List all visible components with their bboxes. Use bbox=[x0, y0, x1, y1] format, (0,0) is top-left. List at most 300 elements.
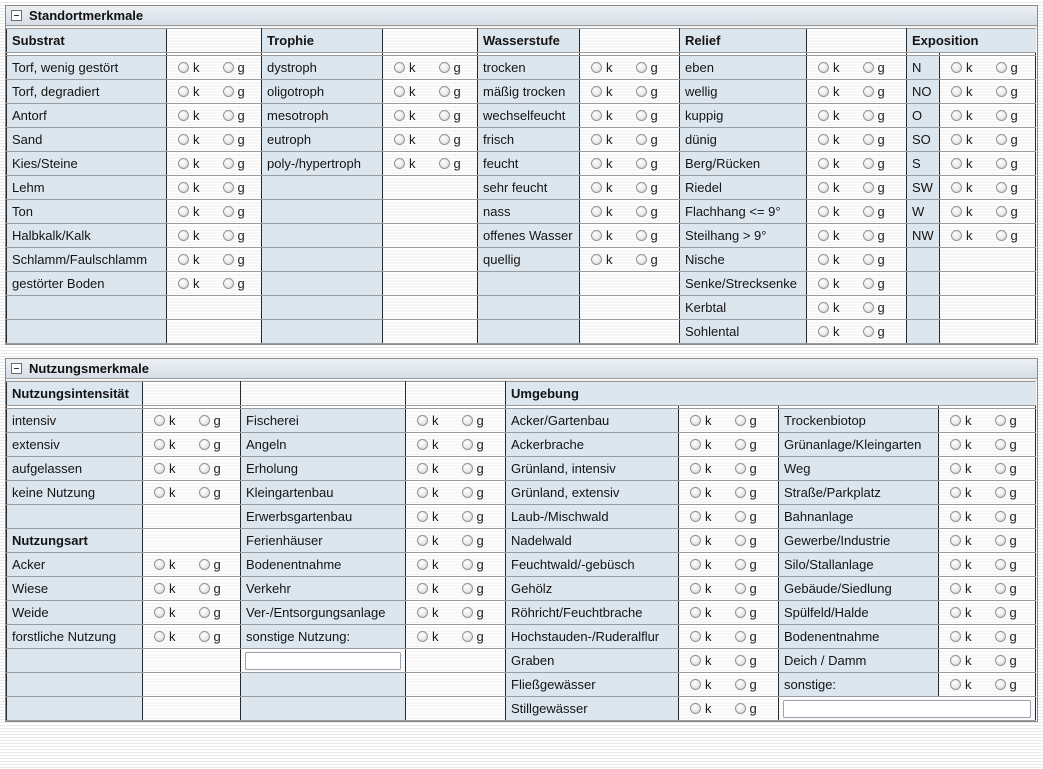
radio-k-icon[interactable] bbox=[154, 607, 165, 618]
radio-k[interactable] bbox=[818, 84, 840, 99]
radio-k[interactable] bbox=[394, 84, 416, 99]
radio-g[interactable] bbox=[735, 629, 757, 644]
radio-k-icon[interactable] bbox=[950, 607, 961, 618]
radio-k-icon[interactable] bbox=[690, 487, 701, 498]
radio-k[interactable] bbox=[591, 156, 613, 171]
radio-k[interactable] bbox=[690, 557, 712, 572]
radio-k[interactable] bbox=[417, 509, 439, 524]
radio-k-icon[interactable] bbox=[417, 631, 428, 642]
radio-g[interactable] bbox=[995, 413, 1017, 428]
radio-g-icon[interactable] bbox=[735, 679, 746, 690]
radio-k[interactable] bbox=[591, 60, 613, 75]
radio-g-icon[interactable] bbox=[636, 206, 647, 217]
radio-k-icon[interactable] bbox=[690, 655, 701, 666]
radio-k-icon[interactable] bbox=[591, 206, 602, 217]
radio-g-icon[interactable] bbox=[995, 487, 1006, 498]
radio-g-icon[interactable] bbox=[462, 415, 473, 426]
radio-k[interactable] bbox=[154, 437, 176, 452]
radio-k[interactable] bbox=[950, 437, 972, 452]
radio-g-icon[interactable] bbox=[996, 206, 1007, 217]
radio-k-icon[interactable] bbox=[591, 158, 602, 169]
radio-g[interactable] bbox=[863, 108, 885, 123]
radio-g-icon[interactable] bbox=[223, 230, 234, 241]
radio-g-icon[interactable] bbox=[863, 86, 874, 97]
radio-k[interactable] bbox=[394, 108, 416, 123]
radio-k[interactable] bbox=[950, 485, 972, 500]
radio-k[interactable] bbox=[591, 204, 613, 219]
radio-g[interactable] bbox=[439, 108, 461, 123]
radio-k[interactable] bbox=[818, 156, 840, 171]
radio-k-icon[interactable] bbox=[591, 62, 602, 73]
radio-k[interactable] bbox=[951, 132, 973, 147]
radio-k-icon[interactable] bbox=[394, 62, 405, 73]
radio-g[interactable] bbox=[995, 581, 1017, 596]
radio-k[interactable] bbox=[951, 84, 973, 99]
radio-g[interactable] bbox=[996, 204, 1018, 219]
radio-k-icon[interactable] bbox=[417, 463, 428, 474]
radio-k-icon[interactable] bbox=[394, 158, 405, 169]
radio-g[interactable] bbox=[439, 156, 461, 171]
radio-g-icon[interactable] bbox=[863, 110, 874, 121]
radio-g-icon[interactable] bbox=[199, 559, 210, 570]
radio-g[interactable] bbox=[863, 300, 885, 315]
radio-g[interactable] bbox=[995, 509, 1017, 524]
radio-g-icon[interactable] bbox=[636, 134, 647, 145]
radio-k[interactable] bbox=[690, 629, 712, 644]
radio-g-icon[interactable] bbox=[462, 535, 473, 546]
radio-g-icon[interactable] bbox=[223, 86, 234, 97]
radio-k-icon[interactable] bbox=[690, 583, 701, 594]
radio-k-icon[interactable] bbox=[591, 86, 602, 97]
radio-k-icon[interactable] bbox=[417, 607, 428, 618]
radio-g-icon[interactable] bbox=[439, 110, 450, 121]
radio-k[interactable] bbox=[178, 204, 200, 219]
radio-g[interactable] bbox=[199, 413, 221, 428]
radio-g-icon[interactable] bbox=[996, 158, 1007, 169]
radio-k-icon[interactable] bbox=[394, 86, 405, 97]
radio-g[interactable] bbox=[636, 108, 658, 123]
radio-g-icon[interactable] bbox=[735, 703, 746, 714]
radio-k-icon[interactable] bbox=[178, 230, 189, 241]
radio-k-icon[interactable] bbox=[950, 487, 961, 498]
radio-k[interactable] bbox=[690, 437, 712, 452]
radio-k-icon[interactable] bbox=[591, 110, 602, 121]
radio-g-icon[interactable] bbox=[863, 206, 874, 217]
radio-k-icon[interactable] bbox=[950, 583, 961, 594]
radio-k[interactable] bbox=[417, 629, 439, 644]
radio-k[interactable] bbox=[818, 324, 840, 339]
radio-k-icon[interactable] bbox=[178, 62, 189, 73]
radio-k[interactable] bbox=[178, 132, 200, 147]
radio-g[interactable] bbox=[863, 132, 885, 147]
sonstige-umgebung-input[interactable] bbox=[783, 700, 1031, 718]
radio-k-icon[interactable] bbox=[690, 631, 701, 642]
radio-k-icon[interactable] bbox=[818, 206, 829, 217]
radio-g-icon[interactable] bbox=[735, 583, 746, 594]
radio-g[interactable] bbox=[199, 485, 221, 500]
radio-k-icon[interactable] bbox=[818, 182, 829, 193]
radio-k-icon[interactable] bbox=[690, 439, 701, 450]
radio-g-icon[interactable] bbox=[199, 439, 210, 450]
radio-k[interactable] bbox=[394, 156, 416, 171]
radio-g[interactable] bbox=[995, 629, 1017, 644]
radio-g[interactable] bbox=[996, 132, 1018, 147]
radio-k[interactable] bbox=[591, 108, 613, 123]
radio-k-icon[interactable] bbox=[178, 110, 189, 121]
radio-k[interactable] bbox=[818, 300, 840, 315]
radio-g-icon[interactable] bbox=[995, 463, 1006, 474]
radio-g[interactable] bbox=[636, 252, 658, 267]
radio-k[interactable] bbox=[178, 156, 200, 171]
radio-k-icon[interactable] bbox=[154, 487, 165, 498]
radio-g-icon[interactable] bbox=[996, 134, 1007, 145]
radio-g-icon[interactable] bbox=[863, 134, 874, 145]
radio-k[interactable] bbox=[950, 413, 972, 428]
radio-k[interactable] bbox=[950, 629, 972, 644]
radio-g-icon[interactable] bbox=[636, 182, 647, 193]
radio-g-icon[interactable] bbox=[462, 607, 473, 618]
radio-g-icon[interactable] bbox=[863, 278, 874, 289]
radio-k[interactable] bbox=[154, 605, 176, 620]
radio-k-icon[interactable] bbox=[394, 134, 405, 145]
radio-g[interactable] bbox=[996, 228, 1018, 243]
radio-g-icon[interactable] bbox=[199, 487, 210, 498]
radio-k[interactable] bbox=[178, 276, 200, 291]
radio-k[interactable] bbox=[818, 132, 840, 147]
radio-k-icon[interactable] bbox=[154, 559, 165, 570]
radio-g-icon[interactable] bbox=[462, 559, 473, 570]
radio-g[interactable] bbox=[735, 413, 757, 428]
radio-g-icon[interactable] bbox=[636, 158, 647, 169]
radio-g-icon[interactable] bbox=[462, 583, 473, 594]
radio-g-icon[interactable] bbox=[863, 326, 874, 337]
radio-k-icon[interactable] bbox=[154, 439, 165, 450]
radio-k-icon[interactable] bbox=[417, 535, 428, 546]
radio-k[interactable] bbox=[591, 180, 613, 195]
radio-k[interactable] bbox=[950, 461, 972, 476]
radio-g[interactable] bbox=[199, 557, 221, 572]
radio-k-icon[interactable] bbox=[951, 134, 962, 145]
radio-g-icon[interactable] bbox=[996, 110, 1007, 121]
radio-g-icon[interactable] bbox=[199, 607, 210, 618]
sonstige-nutzung-input[interactable] bbox=[245, 652, 401, 670]
radio-k[interactable] bbox=[950, 509, 972, 524]
radio-k-icon[interactable] bbox=[154, 415, 165, 426]
radio-k[interactable] bbox=[417, 461, 439, 476]
radio-k[interactable] bbox=[950, 533, 972, 548]
radio-k[interactable] bbox=[690, 485, 712, 500]
radio-k[interactable] bbox=[950, 581, 972, 596]
radio-k-icon[interactable] bbox=[950, 679, 961, 690]
radio-k-icon[interactable] bbox=[690, 679, 701, 690]
radio-k-icon[interactable] bbox=[690, 559, 701, 570]
radio-k[interactable] bbox=[178, 84, 200, 99]
radio-g-icon[interactable] bbox=[863, 230, 874, 241]
radio-g[interactable] bbox=[223, 108, 245, 123]
radio-g-icon[interactable] bbox=[735, 487, 746, 498]
radio-k[interactable] bbox=[417, 437, 439, 452]
radio-g[interactable] bbox=[863, 228, 885, 243]
radio-g[interactable] bbox=[863, 60, 885, 75]
radio-g[interactable] bbox=[223, 180, 245, 195]
radio-k-icon[interactable] bbox=[591, 134, 602, 145]
radio-k-icon[interactable] bbox=[951, 86, 962, 97]
radio-k-icon[interactable] bbox=[154, 583, 165, 594]
radio-g[interactable] bbox=[636, 180, 658, 195]
radio-g[interactable] bbox=[462, 509, 484, 524]
radio-g[interactable] bbox=[636, 228, 658, 243]
radio-k-icon[interactable] bbox=[417, 487, 428, 498]
radio-g[interactable] bbox=[995, 461, 1017, 476]
radio-g[interactable] bbox=[223, 132, 245, 147]
radio-g[interactable] bbox=[636, 156, 658, 171]
radio-k-icon[interactable] bbox=[951, 158, 962, 169]
radio-k[interactable] bbox=[690, 533, 712, 548]
radio-g-icon[interactable] bbox=[735, 655, 746, 666]
radio-g-icon[interactable] bbox=[223, 134, 234, 145]
radio-k-icon[interactable] bbox=[951, 230, 962, 241]
radio-k[interactable] bbox=[818, 108, 840, 123]
radio-k-icon[interactable] bbox=[154, 463, 165, 474]
radio-k[interactable] bbox=[591, 252, 613, 267]
radio-k-icon[interactable] bbox=[950, 631, 961, 642]
radio-k[interactable] bbox=[417, 581, 439, 596]
radio-g[interactable] bbox=[462, 629, 484, 644]
radio-k[interactable] bbox=[690, 461, 712, 476]
radio-k-icon[interactable] bbox=[818, 158, 829, 169]
radio-g-icon[interactable] bbox=[439, 62, 450, 73]
radio-k-icon[interactable] bbox=[690, 463, 701, 474]
radio-k-icon[interactable] bbox=[178, 278, 189, 289]
radio-k-icon[interactable] bbox=[178, 134, 189, 145]
radio-g[interactable] bbox=[199, 581, 221, 596]
radio-g[interactable] bbox=[636, 132, 658, 147]
radio-g[interactable] bbox=[462, 485, 484, 500]
radio-g-icon[interactable] bbox=[735, 535, 746, 546]
radio-g[interactable] bbox=[995, 653, 1017, 668]
radio-g[interactable] bbox=[735, 653, 757, 668]
radio-g-icon[interactable] bbox=[636, 110, 647, 121]
radio-k-icon[interactable] bbox=[951, 206, 962, 217]
radio-g-icon[interactable] bbox=[995, 679, 1006, 690]
radio-g-icon[interactable] bbox=[439, 86, 450, 97]
radio-g[interactable] bbox=[735, 701, 757, 716]
radio-g-icon[interactable] bbox=[462, 439, 473, 450]
radio-k-icon[interactable] bbox=[818, 302, 829, 313]
radio-g[interactable] bbox=[462, 461, 484, 476]
radio-g[interactable] bbox=[735, 605, 757, 620]
radio-g[interactable] bbox=[735, 509, 757, 524]
radio-k-icon[interactable] bbox=[818, 278, 829, 289]
radio-g[interactable] bbox=[863, 156, 885, 171]
radio-g-icon[interactable] bbox=[735, 415, 746, 426]
radio-g[interactable] bbox=[996, 108, 1018, 123]
radio-g-icon[interactable] bbox=[995, 655, 1006, 666]
radio-k-icon[interactable] bbox=[818, 110, 829, 121]
radio-k[interactable] bbox=[154, 485, 176, 500]
radio-g-icon[interactable] bbox=[439, 158, 450, 169]
radio-k-icon[interactable] bbox=[417, 511, 428, 522]
radio-k-icon[interactable] bbox=[818, 326, 829, 337]
radio-k[interactable] bbox=[394, 60, 416, 75]
radio-g[interactable] bbox=[199, 605, 221, 620]
radio-k[interactable] bbox=[417, 557, 439, 572]
radio-k[interactable] bbox=[950, 605, 972, 620]
radio-g-icon[interactable] bbox=[996, 62, 1007, 73]
radio-k[interactable] bbox=[690, 413, 712, 428]
radio-g[interactable] bbox=[863, 276, 885, 291]
radio-k-icon[interactable] bbox=[690, 415, 701, 426]
radio-k[interactable] bbox=[154, 581, 176, 596]
radio-k-icon[interactable] bbox=[950, 511, 961, 522]
radio-g-icon[interactable] bbox=[863, 62, 874, 73]
radio-g[interactable] bbox=[223, 204, 245, 219]
radio-k[interactable] bbox=[951, 156, 973, 171]
radio-g[interactable] bbox=[995, 437, 1017, 452]
radio-k[interactable] bbox=[951, 108, 973, 123]
radio-k[interactable] bbox=[950, 557, 972, 572]
radio-k[interactable] bbox=[154, 557, 176, 572]
radio-g-icon[interactable] bbox=[735, 463, 746, 474]
radio-k-icon[interactable] bbox=[950, 439, 961, 450]
radio-g[interactable] bbox=[995, 485, 1017, 500]
radio-g[interactable] bbox=[735, 437, 757, 452]
radio-g-icon[interactable] bbox=[439, 134, 450, 145]
radio-k[interactable] bbox=[417, 413, 439, 428]
radio-g[interactable] bbox=[863, 324, 885, 339]
radio-g[interactable] bbox=[199, 461, 221, 476]
radio-k[interactable] bbox=[178, 252, 200, 267]
radio-k[interactable] bbox=[178, 108, 200, 123]
radio-g-icon[interactable] bbox=[863, 302, 874, 313]
radio-g-icon[interactable] bbox=[995, 631, 1006, 642]
section-header-standortmerkmale[interactable] bbox=[6, 6, 1037, 26]
radio-g-icon[interactable] bbox=[462, 631, 473, 642]
radio-k[interactable] bbox=[950, 653, 972, 668]
radio-g-icon[interactable] bbox=[223, 254, 234, 265]
radio-g-icon[interactable] bbox=[735, 559, 746, 570]
radio-g[interactable] bbox=[996, 60, 1018, 75]
radio-k-icon[interactable] bbox=[950, 655, 961, 666]
radio-k[interactable] bbox=[178, 60, 200, 75]
radio-g-icon[interactable] bbox=[462, 487, 473, 498]
radio-k[interactable] bbox=[818, 228, 840, 243]
radio-g[interactable] bbox=[995, 677, 1017, 692]
section-header-nutzungsmerkmale[interactable] bbox=[6, 359, 1037, 379]
radio-k-icon[interactable] bbox=[950, 463, 961, 474]
radio-k[interactable] bbox=[417, 533, 439, 548]
radio-g-icon[interactable] bbox=[636, 86, 647, 97]
radio-g[interactable] bbox=[735, 581, 757, 596]
radio-k-icon[interactable] bbox=[690, 607, 701, 618]
radio-k[interactable] bbox=[591, 228, 613, 243]
radio-g-icon[interactable] bbox=[735, 511, 746, 522]
radio-g[interactable] bbox=[735, 461, 757, 476]
radio-g-icon[interactable] bbox=[995, 415, 1006, 426]
radio-k[interactable] bbox=[690, 581, 712, 596]
radio-g[interactable] bbox=[636, 60, 658, 75]
radio-k[interactable] bbox=[951, 204, 973, 219]
radio-g[interactable] bbox=[863, 84, 885, 99]
radio-g-icon[interactable] bbox=[199, 631, 210, 642]
radio-g-icon[interactable] bbox=[995, 559, 1006, 570]
radio-g[interactable] bbox=[995, 533, 1017, 548]
radio-k-icon[interactable] bbox=[154, 631, 165, 642]
radio-k-icon[interactable] bbox=[950, 559, 961, 570]
radio-g[interactable] bbox=[199, 437, 221, 452]
collapse-minus-icon[interactable] bbox=[11, 363, 22, 374]
radio-k-icon[interactable] bbox=[417, 559, 428, 570]
radio-k-icon[interactable] bbox=[178, 254, 189, 265]
radio-g[interactable] bbox=[223, 156, 245, 171]
radio-k[interactable] bbox=[690, 605, 712, 620]
radio-g-icon[interactable] bbox=[223, 62, 234, 73]
radio-g-icon[interactable] bbox=[995, 511, 1006, 522]
radio-k[interactable] bbox=[818, 180, 840, 195]
radio-k-icon[interactable] bbox=[818, 86, 829, 97]
radio-k-icon[interactable] bbox=[178, 158, 189, 169]
radio-k-icon[interactable] bbox=[417, 583, 428, 594]
radio-k[interactable] bbox=[951, 180, 973, 195]
radio-g-icon[interactable] bbox=[223, 182, 234, 193]
radio-k[interactable] bbox=[394, 132, 416, 147]
radio-g-icon[interactable] bbox=[863, 158, 874, 169]
radio-g[interactable] bbox=[223, 228, 245, 243]
radio-g[interactable] bbox=[439, 60, 461, 75]
radio-g-icon[interactable] bbox=[996, 230, 1007, 241]
radio-k-icon[interactable] bbox=[818, 134, 829, 145]
radio-k-icon[interactable] bbox=[950, 415, 961, 426]
radio-g-icon[interactable] bbox=[995, 583, 1006, 594]
radio-g[interactable] bbox=[223, 84, 245, 99]
radio-g[interactable] bbox=[995, 557, 1017, 572]
radio-g[interactable] bbox=[735, 557, 757, 572]
radio-k-icon[interactable] bbox=[951, 110, 962, 121]
radio-k[interactable] bbox=[690, 653, 712, 668]
radio-k[interactable] bbox=[154, 413, 176, 428]
radio-g-icon[interactable] bbox=[996, 182, 1007, 193]
radio-k[interactable] bbox=[818, 252, 840, 267]
radio-g[interactable] bbox=[996, 180, 1018, 195]
radio-g[interactable] bbox=[996, 84, 1018, 99]
radio-k[interactable] bbox=[154, 461, 176, 476]
radio-g-icon[interactable] bbox=[199, 463, 210, 474]
radio-g-icon[interactable] bbox=[199, 583, 210, 594]
radio-k-icon[interactable] bbox=[818, 62, 829, 73]
radio-g[interactable] bbox=[223, 252, 245, 267]
radio-g[interactable] bbox=[735, 677, 757, 692]
radio-k-icon[interactable] bbox=[178, 86, 189, 97]
radio-k[interactable] bbox=[591, 84, 613, 99]
radio-g-icon[interactable] bbox=[995, 535, 1006, 546]
radio-g[interactable] bbox=[439, 84, 461, 99]
radio-g-icon[interactable] bbox=[199, 415, 210, 426]
radio-k[interactable] bbox=[690, 509, 712, 524]
radio-g-icon[interactable] bbox=[636, 254, 647, 265]
collapse-minus-icon[interactable] bbox=[11, 10, 22, 21]
radio-k-icon[interactable] bbox=[178, 182, 189, 193]
radio-k-icon[interactable] bbox=[417, 439, 428, 450]
radio-g[interactable] bbox=[462, 581, 484, 596]
radio-k-icon[interactable] bbox=[591, 230, 602, 241]
radio-k-icon[interactable] bbox=[178, 206, 189, 217]
radio-g[interactable] bbox=[462, 605, 484, 620]
radio-g-icon[interactable] bbox=[995, 439, 1006, 450]
radio-g[interactable] bbox=[462, 533, 484, 548]
radio-g[interactable] bbox=[439, 132, 461, 147]
radio-k[interactable] bbox=[950, 677, 972, 692]
radio-k-icon[interactable] bbox=[818, 254, 829, 265]
